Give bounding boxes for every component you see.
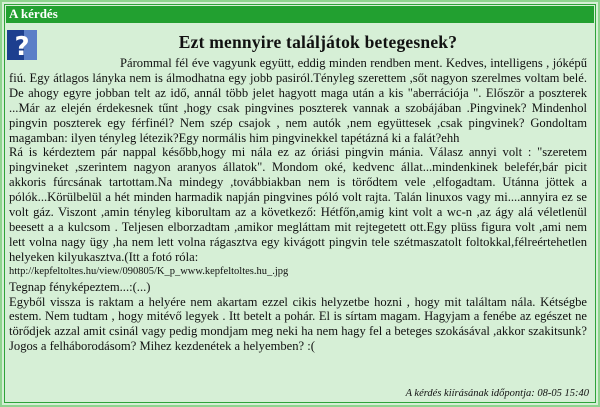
question-panel [4,4,596,403]
question-body [9,56,587,354]
photo-link[interactable]: http://kepfeltoltes.hu/view/090805/K_p_www.kepfeltoltes.hu_.jpg [9,265,289,277]
question-content [5,24,595,354]
svg-text:?: ? [14,32,30,60]
question-paragraph: Tegnap fényképeztem...:(...) [9,279,151,294]
question-paragraph: Párommal fél éve vagyunk együtt, eddig minden rendben ment. Kedves, intelligens , jóképű fiú. Egy átlagos lányka nem is álmodhatna egy jobb pasiról.Tényleg szerettem ,sőt nagyon szerelmes voltam belé. De ahogy egyre jobban telt az idő, annál több jelet hagyott maga után a kis "aberrációja ". Először a poszterek ...Már az elején érdekesnek tűnt ,hogy csak pingvines poszterek vannak a szobájában .Pingvinek? Mindenhol pingvin poszterek egy férfinél? Nem szép csajok , nem autók ,nem együttesek ,csak pingvinek? Gondoltam magamban: ilyen tényleg létezik?Egy normális him pingvinekkel tapétázná ki a falát?ehh [9,56,587,145]
question-paragraph: Rá is kérdeztem pár nappal később,hogy mi nála ez az óriási pingvin mánia. Válasz annyi volt : "szeretem pingvineket ,szerintem nagyon aranyos állatok". Mondom oké, kedvenc állat...mindenkinek belefér,bár picit akkoris fúrcsának tartottam.Na mindegy ,továbbiakban nem is törődtem vele ,elfogadtam. Utánna jöttek a pólók...Körülbelül a hét minden harmadik napján pingvines póló volt rajta. Talán linuxos vagy mi....annyira ez se volt gáz. Viszont ,amin tényleg kiborultam az a következő: Hétfőn,amig kint volt a wc-n ,az ágy alá véletlenül beesett a a kulcsom . Teljesen elborzadtam ,amikor megláttam mit rejtegetett ott.Egy plüss figura volt ,ami nem lett volna nagy ügy ,ha nem lett volna rágasztva egy kivágott pingvin tele szétmaszatolt foltokkal,félreértehetlen helyeken kilyukasztva.(Itt a fotó róla: [9,145,587,264]
question-title: Ezt mennyire találjátok betegesnek? [178,32,458,52]
question-mark-icon [7,30,37,60]
posted-timestamp: A kérdés kiírásának időpontja: 08-05 15:40 [405,388,589,399]
question-paragraph: Egyből vissza is raktam a helyére nem akartam ezzel cikis helyzetbe hozni , hogy mit találtam nála. Kétségbe estem. Nem tudtam , hogy mitévő legyek . Itt betelt a pohár. El is sírtam magam. Hagyjam a fenébe az egészet ne törődjek azzal amit csinál vagy pedig mondjam meg neki ha nem hagy fel a beteges szokásával ,akkor szakitsunk?Jogos a felháborodásom? Mihez kezdenétek a helyemben? :( [9,294,587,354]
panel-header: A kérdés [6,6,594,23]
